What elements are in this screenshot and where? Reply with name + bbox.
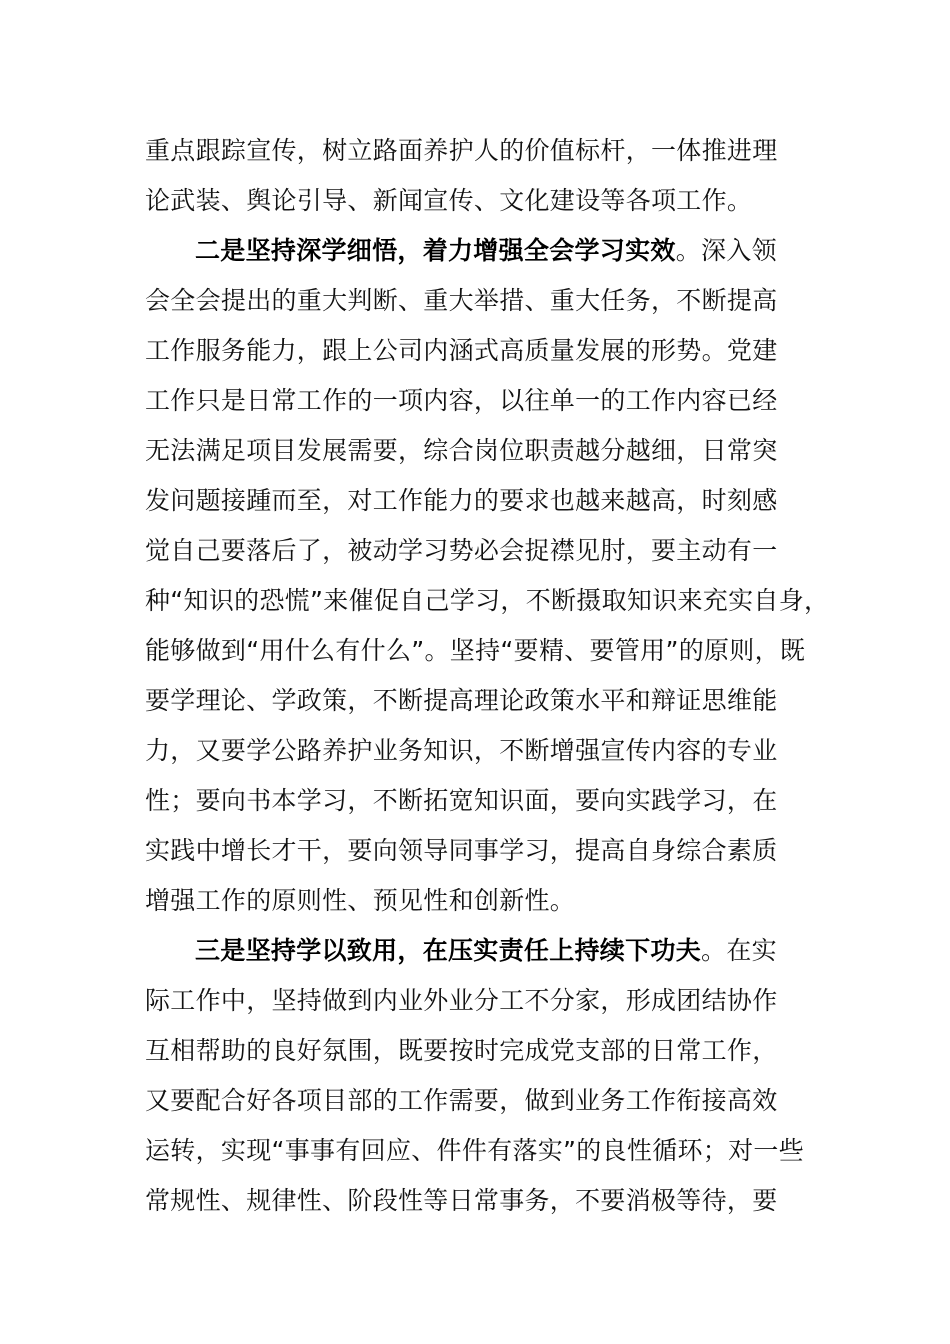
line-text: 工作只是日常工作的一项内容，以往单一的工作内容已经 (145, 386, 778, 415)
line-text: 重点跟踪宣传，树立路面养护人的价值标杆，一体推进理 (145, 136, 778, 165)
line-text: 性；要向书本学习，不断拓宽知识面，要向实践学习，在 (145, 786, 778, 815)
paragraph-line (145, 186, 752, 216)
paragraph-line (145, 1136, 804, 1166)
line-text: 能够做到“用什么有什么”。坚持“要精、要管用”的原则，既 (145, 636, 806, 665)
paragraph-line (145, 286, 778, 316)
line-text: 。在实 (701, 936, 777, 965)
paragraph-line (145, 436, 778, 466)
paragraph-line (145, 136, 778, 166)
line-text: 互相帮助的良好氛围，既要按时完成党支部的日常工作， (145, 1036, 778, 1065)
paragraph-line (145, 336, 778, 366)
paragraph-line (145, 1036, 778, 1066)
section-heading: 三是坚持学以致用，在压实责任上持续下功夫 (195, 936, 702, 965)
paragraph-line (145, 986, 778, 1016)
paragraph-line (145, 486, 778, 516)
line-text: 际工作中，坚持做到内业外业分工不分家，形成团结协作 (145, 986, 778, 1015)
line-text: 增强工作的原则性、预见性和创新性。 (145, 886, 576, 915)
paragraph-line (145, 1086, 778, 1116)
paragraph-line (145, 636, 805, 666)
paragraph-line (145, 886, 575, 916)
line-text: 力，又要学公路养护业务知识，不断增强宣传内容的专业 (145, 736, 778, 765)
line-text: 又要配合好各项目部的工作需要，做到业务工作衔接高效 (145, 1086, 778, 1115)
line-text: 运转，实现“事事有回应、件件有落实”的良性循环；对一些 (145, 1136, 805, 1165)
section-heading-line (195, 936, 777, 966)
line-text: 发问题接踵而至，对工作能力的要求也越来越高，时刻感 (145, 486, 778, 515)
section-heading: 二是坚持深学细悟，着力增强全会学习实效 (195, 236, 676, 265)
line-text: 实践中增长才干，要向领导同事学习，提高自身综合素质 (145, 836, 778, 865)
line-text: 种“知识的恐慌”来催促自己学习，不断摄取知识来充实自身， (145, 586, 830, 615)
line-text: 常规性、规律性、阶段性等日常事务，不要消极等待，要 (145, 1186, 778, 1215)
line-text: 无法满足项目发展需要，综合岗位职责越分越细，日常突 (145, 436, 778, 465)
line-text: 要学理论、学政策，不断提高理论政策水平和辩证思维能 (145, 686, 778, 715)
paragraph-line (145, 786, 778, 816)
paragraph-line (145, 836, 778, 866)
line-text: 工作服务能力，跟上公司内涵式高质量发展的形势。党建 (145, 336, 778, 365)
paragraph-line (145, 736, 778, 766)
paragraph-line (145, 586, 829, 616)
paragraph-line (145, 1186, 778, 1216)
paragraph-line (145, 536, 778, 566)
line-text: 会全会提出的重大判断、重大举措、重大任务，不断提高 (145, 286, 778, 315)
paragraph-line (145, 686, 778, 716)
line-text: 论武装、舆论引导、新闻宣传、文化建设等各项工作。 (145, 186, 753, 215)
line-text: 。深入领 (675, 236, 777, 265)
line-text: 觉自己要落后了，被动学习势必会捉襟见肘，要主动有一 (145, 536, 778, 565)
section-heading-line (195, 236, 777, 266)
paragraph-line (145, 386, 778, 416)
